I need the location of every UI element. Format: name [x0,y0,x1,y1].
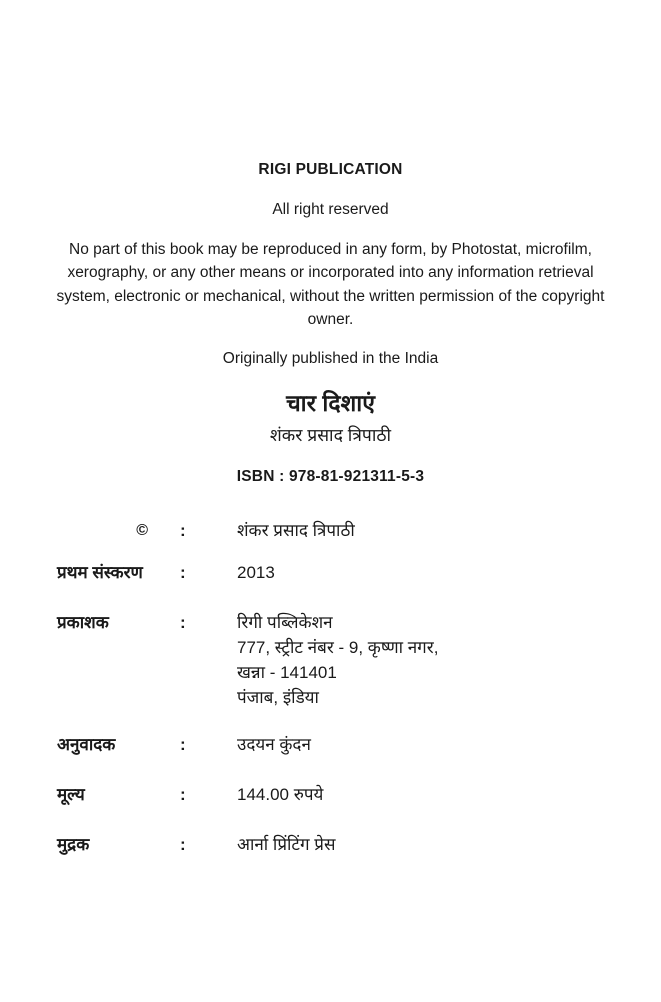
origin-statement: Originally published in the India [222,350,439,368]
publisher-address-line-2: खन्ना - 141401 [237,663,337,683]
publisher-value [237,610,661,710]
detail-row-price [0,782,661,808]
detail-row-translator [0,732,661,758]
detail-row-printer [0,832,661,858]
printer-value: आर्ना प्रिंटिंग प्रेस [237,835,336,855]
copyright-notice: No part of this book may be reproduced in any form, by Photostat, microfilm, xerography, or any other means or incorporated into any information retrieval system, electronic or mechanical, without the written permission of the copyright owner. [56,241,605,328]
price-value: 144.00 रुपये [237,785,324,805]
publisher-address-line-1: 777, स्ट्रीट नंबर - 9, कृष्णा नगर, [237,638,439,658]
first-edition-value: 2013 [237,563,275,583]
publication-details [0,518,661,858]
translator-label: अनुवादक [57,735,116,755]
publisher-name-line: रिगी पब्लिकेशन [237,613,333,633]
separator-colon: : [180,563,186,583]
separator-colon: : [180,785,186,805]
translator-value: उदयन कुंदन [237,735,311,755]
copyright-holder-value: शंकर प्रसाद त्रिपाठी [237,521,355,541]
separator-colon: : [180,613,186,633]
publisher-label: प्रकाशक [57,613,109,633]
separator-colon: : [180,835,186,855]
price-label: मूल्य [57,785,85,805]
author-name: शंकर प्रसाद त्रिपाठी [269,425,392,446]
first-edition-label: प्रथम संस्करण [57,563,143,583]
detail-row-publisher [0,610,661,710]
separator-colon: : [180,735,186,755]
detail-row-copyright-holder [0,518,661,544]
isbn: ISBN : 978-81-921311-5-3 [236,468,425,486]
detail-row-first-edition [0,560,661,586]
rights-statement: All right reserved [272,201,389,218]
book-title: चार दिशाएं [286,390,375,417]
separator-colon: : [180,521,186,541]
publisher-header: RIGI PUBLICATION [258,161,403,178]
copyright-symbol: © [136,522,148,540]
publisher-address-line-3: पंजाब, इंडिया [237,688,319,708]
printer-label: मुद्रक [57,835,90,855]
